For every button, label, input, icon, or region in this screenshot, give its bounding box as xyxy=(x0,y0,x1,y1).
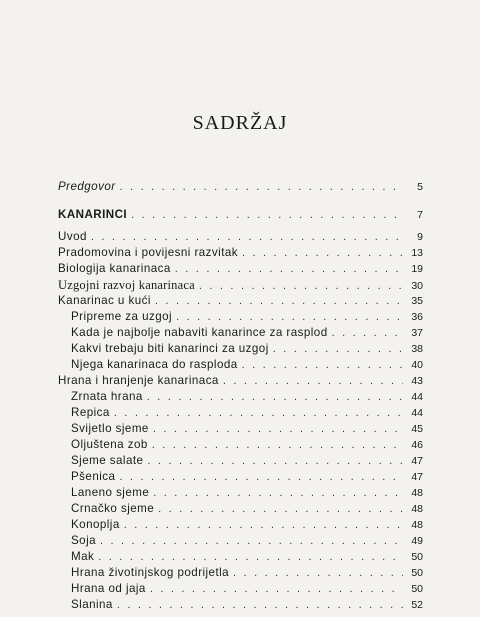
toc-entry-label: KANARINCI xyxy=(58,208,128,221)
toc-entry-label: Repica xyxy=(71,406,110,419)
toc-subentry xyxy=(58,549,423,565)
toc-entry-page: 36 xyxy=(411,311,423,323)
dot-leader xyxy=(155,293,403,309)
toc-entry-label: Kakvi trebaju biti kanarinci za uzgoj xyxy=(71,342,269,355)
toc-subentry xyxy=(58,309,423,325)
toc-subentry xyxy=(58,421,423,437)
toc-entry-page: 38 xyxy=(411,343,423,355)
dot-leader xyxy=(273,341,403,357)
toc-entry-label: Slanina xyxy=(71,598,113,611)
toc-entry xyxy=(58,277,423,293)
toc-entry-label: Pripreme za uzgoj xyxy=(71,310,173,323)
toc-entry xyxy=(58,245,423,261)
toc-entry-label: Uzgojni razvoj kanarinaca xyxy=(58,278,195,292)
dot-leader xyxy=(242,245,403,261)
toc-entry-page: 37 xyxy=(411,327,423,339)
toc-subentry xyxy=(58,357,423,373)
toc-entry-label: Zrnata hrana xyxy=(71,390,143,403)
toc-entry-label: Hrana i hranjenje kanarinaca xyxy=(58,374,219,387)
toc-subentry xyxy=(58,597,423,613)
dot-leader xyxy=(98,549,403,565)
toc-entry-label: Biologija kanarinaca xyxy=(58,262,171,275)
dot-leader xyxy=(124,517,403,533)
toc-entry-page: 13 xyxy=(411,247,423,259)
dot-leader xyxy=(176,309,403,325)
toc-entry-label: Hrana od jaja xyxy=(71,582,146,595)
toc-entry-page: 49 xyxy=(411,535,423,547)
toc-entry-page: 50 xyxy=(411,567,423,579)
toc-entry-page: 44 xyxy=(411,407,423,419)
toc-entry-page: 50 xyxy=(411,551,423,563)
toc-entry-label: Crnačko sjeme xyxy=(71,502,155,515)
toc-entry-label: Svijetlo sjeme xyxy=(71,422,149,435)
toc-entry-page: 48 xyxy=(411,503,423,515)
toc-entry-label: Kanarinac u kući xyxy=(58,294,151,307)
dot-leader xyxy=(114,405,403,421)
toc-entry-page: 19 xyxy=(411,263,423,275)
toc-subentry xyxy=(58,389,423,405)
toc-entry-label: Pšenica xyxy=(71,470,116,483)
toc-entry xyxy=(58,373,423,389)
toc-entry-page: 44 xyxy=(411,391,423,403)
toc-entry-page: 48 xyxy=(411,487,423,499)
toc-entry-page: 48 xyxy=(411,519,423,531)
toc-entry xyxy=(58,261,423,277)
toc-subentry xyxy=(58,453,423,469)
toc-entry-page: 9 xyxy=(417,231,423,243)
toc-entry-label: Laneno sjeme xyxy=(71,486,150,499)
toc-subentry xyxy=(58,437,423,453)
toc-subentry xyxy=(58,485,423,501)
dot-leader xyxy=(199,278,403,294)
dot-leader xyxy=(147,453,403,469)
dot-leader xyxy=(153,485,403,501)
dot-leader xyxy=(242,357,403,373)
toc-entry-label: Sjeme salate xyxy=(71,454,144,467)
toc-subentry xyxy=(58,565,423,581)
dot-leader xyxy=(233,565,403,581)
dot-leader xyxy=(117,597,403,613)
toc-entry xyxy=(58,293,423,309)
toc-subentry xyxy=(58,341,423,357)
dot-leader xyxy=(131,207,403,223)
dot-leader xyxy=(150,581,403,597)
dot-leader xyxy=(175,261,403,277)
dot-leader xyxy=(152,437,403,453)
toc-entry-label: Njega kanarinaca do rasploda xyxy=(71,358,238,371)
toc-entry-label: Soja xyxy=(71,534,97,547)
toc-entry-page: 47 xyxy=(411,455,423,467)
toc-entry-page: 35 xyxy=(411,295,423,307)
toc-entry xyxy=(58,179,423,195)
dot-leader xyxy=(223,373,403,389)
dot-leader xyxy=(153,421,403,437)
toc-entry-page: 30 xyxy=(411,280,423,292)
toc-entry xyxy=(58,229,423,245)
dot-leader xyxy=(120,179,403,195)
toc-entry-page: 5 xyxy=(417,181,423,193)
toc-subentry xyxy=(58,405,423,421)
page-title: SADRŽAJ xyxy=(192,112,288,134)
dot-leader xyxy=(158,501,403,517)
toc-entry-page: 46 xyxy=(411,439,423,451)
dot-leader xyxy=(100,533,403,549)
toc-subentry xyxy=(58,517,423,533)
toc-entry-label: Konoplja xyxy=(71,518,120,531)
toc-subentry xyxy=(58,501,423,517)
dot-leader xyxy=(332,325,403,341)
dot-leader xyxy=(91,229,403,245)
toc-entry-page: 52 xyxy=(411,599,423,611)
toc-entry-label: Kada je najbolje nabaviti kanarince za rasplod xyxy=(71,326,328,339)
dot-leader xyxy=(119,469,403,485)
toc-entry-label: Uvod xyxy=(58,230,87,243)
toc-subentry xyxy=(58,533,423,549)
toc-entry-page: 47 xyxy=(411,471,423,483)
toc-entry-page: 43 xyxy=(411,375,423,387)
toc-entry-label: Oljuštena zob xyxy=(71,438,148,451)
toc-entry-page: 50 xyxy=(411,583,423,595)
toc-entry-page: 40 xyxy=(411,359,423,371)
dot-leader xyxy=(147,389,403,405)
toc-subentry xyxy=(58,581,423,597)
toc-entry-page: 45 xyxy=(411,423,423,435)
toc-entry xyxy=(58,207,423,223)
toc-entry-label: Predgovor xyxy=(58,180,116,193)
toc-subentry xyxy=(58,325,423,341)
toc-entry-label: Hrana životinjskog podrijetla xyxy=(71,566,230,579)
toc-entry-label: Mak xyxy=(71,550,95,563)
toc-subentry xyxy=(58,469,423,485)
toc-entry-label: Pradomovina i povijesni razvitak xyxy=(58,246,239,259)
toc-entry-page: 7 xyxy=(417,209,423,221)
